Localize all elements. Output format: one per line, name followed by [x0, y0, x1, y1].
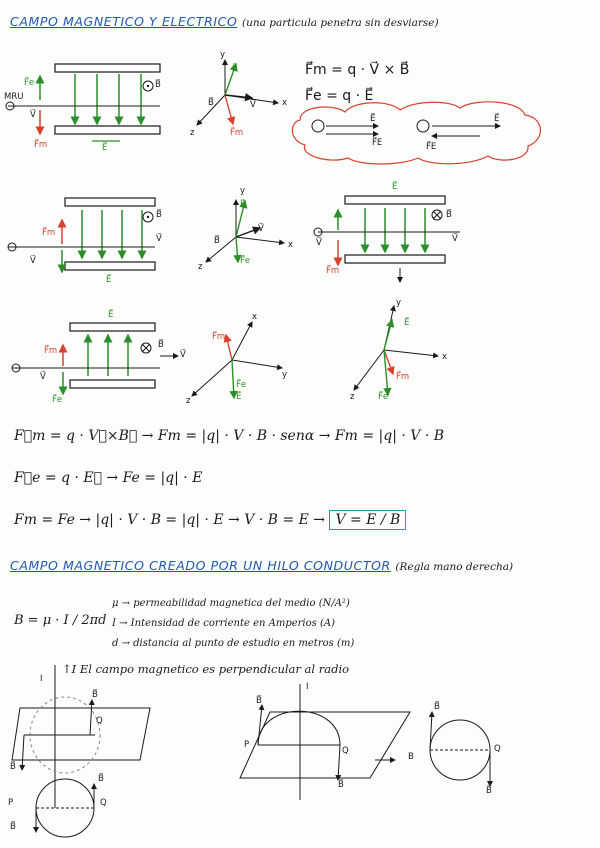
label-v-4b: V⃗ [180, 350, 186, 360]
wire3-label-b-top: B⃗ [434, 702, 440, 712]
wire1-label-b-circle: B⃗ [98, 774, 104, 784]
axes-1 [197, 60, 278, 125]
label-v-3b: V⃗ [316, 238, 322, 248]
label-z-2: z [198, 262, 203, 272]
wire-diagram-2 [240, 684, 410, 800]
wire1-label-q-circle: Q [100, 798, 107, 808]
label-z-4: z [350, 392, 355, 402]
wire-diagram-1 [12, 665, 150, 837]
label-y-2: y [240, 186, 246, 196]
label-e-axes-2: E⃗ [240, 200, 246, 210]
equation-result: V = E / B [329, 510, 406, 530]
cloud-label-fe-1: F⃗E [372, 138, 383, 148]
section2-title-main: CAMPO MAGNETICO CREADO POR UN HILO CONDUCTOR [10, 558, 391, 573]
statement-line [62, 662, 349, 676]
label-z-3: z [186, 396, 191, 406]
equation-balance [14, 510, 406, 530]
wire2-label-b-bottom: B⃗ [338, 780, 344, 790]
label-b-axes-1: B⃗ [208, 98, 214, 108]
legend-d: d → distancia al punto de estudio en metros (m) [112, 638, 355, 649]
cloud-label-e-1: E⃗ [370, 114, 376, 124]
label-b-3: B⃗ [446, 210, 452, 220]
label-e-axes-3: E⃗ [236, 392, 242, 402]
statement-text: El campo magnetico es perpendicular al radio [79, 662, 350, 676]
label-x-1: x [282, 98, 288, 108]
label-e-axes-1: E⃗ [232, 64, 238, 74]
label-v-axes-2: V⃗ [258, 224, 264, 234]
label-e-3: E⃗ [392, 182, 398, 192]
label-e-4: E⃗ [108, 310, 114, 320]
label-v-2b: V⃗ [156, 234, 162, 244]
equation-fm-long: F⃗m = q · V⃗×B⃗ → Fm = |q| · V · B · senα → Fm = |q| · V · B [14, 428, 445, 444]
label-v-2: V⃗ [30, 256, 36, 266]
equation-fe-long: F⃗e = q · E⃗ → Fe = |q| · E [14, 470, 203, 486]
label-fm-2: F⃗m [42, 228, 56, 238]
label-v-4: V⃗ [40, 372, 46, 382]
wire1-label-b-circle-bottom: B⃗ [10, 822, 16, 832]
formula-wire: B = μ · I / 2πd [14, 613, 107, 628]
label-fm-1: F⃗m [34, 140, 48, 150]
label-e-axes-4: E⃗ [404, 318, 410, 328]
label-fm-axes-4: F⃗m [396, 372, 410, 382]
statement-current: ↑I [62, 662, 77, 676]
formula-fm: F⃗m = q · V⃗ × B⃗ [305, 62, 410, 78]
label-fm-3: F⃗m [326, 266, 340, 276]
label-x-3: x [252, 312, 258, 322]
wire3-label-q: Q [494, 744, 501, 754]
wire-diagram-3 [430, 712, 490, 786]
label-fe-4: F⃗e [52, 395, 63, 405]
formula-fe: F⃗e = q · E⃗ [305, 88, 374, 104]
cloud-label-e-2: E⃗ [494, 114, 500, 124]
label-fe-axes-4: F⃗e [378, 392, 389, 402]
section2-title [10, 558, 513, 573]
label-fm-4: F⃗m [44, 346, 58, 356]
cloud-label-fe-2: F⃗E [426, 142, 437, 152]
legend-i: I → Intensidad de corriente en Amperios (A) [112, 618, 335, 629]
label-b-2: B⃗ [156, 210, 162, 220]
section1-title-note: (una particula penetra sin desviarse) [242, 17, 439, 29]
label-y-3: y [282, 370, 288, 380]
label-fe-axes-2: F⃗e [240, 256, 251, 266]
label-z-1: z [190, 128, 195, 138]
label-mru: MRU [4, 92, 24, 102]
wire2-label-b-top: B⃗ [256, 696, 262, 706]
label-b-4: B⃗ [158, 340, 164, 350]
wire2-label-i: I [306, 682, 309, 692]
section1-title-main: CAMPO MAGNETICO Y ELECTRICO [10, 14, 238, 29]
label-b-axes-2: B⃗ [214, 236, 220, 246]
label-fe-1: F⃗e [24, 78, 35, 88]
label-b-1: B⃗ [155, 80, 161, 90]
label-x-2: x [288, 240, 294, 250]
wire1-label-q: Q [96, 716, 103, 726]
label-fm-axes-1: F⃗m [230, 128, 244, 138]
label-y-4: y [396, 298, 402, 308]
label-e-1: E⃗ [102, 143, 108, 153]
label-v-axes-1: V⃗ [250, 100, 256, 110]
wire2-label-p: P [244, 740, 250, 750]
equation-balance-text: Fm = Fe → |q| · V · B = |q| · E → V · B = E → [14, 512, 325, 528]
label-fm-axes-3: F⃗m [212, 332, 226, 342]
label-fe-axes-3: F⃗e [236, 380, 247, 390]
label-v-1: V⃗ [30, 110, 36, 120]
capacitor-4 [12, 323, 178, 394]
label-e-2: E⃗ [106, 275, 112, 285]
cloud-outline [292, 102, 540, 164]
wire1-label-b-top: B⃗ [92, 690, 98, 700]
label-y-1: y [220, 50, 226, 60]
wire2-label-q: Q [342, 746, 349, 756]
legend-mu: μ → permeabilidad magnetica del medio (N/A²) [112, 598, 350, 609]
wire3-label-b: B [408, 752, 414, 762]
wire1-label-p-circle: P [8, 798, 14, 808]
section2-title-note: (Regla mano derecha) [395, 561, 514, 573]
label-v-3: V⃗ [452, 234, 458, 244]
label-x-4: x [442, 352, 448, 362]
capacitor-1 [6, 64, 160, 141]
wire1-label-i: I [40, 674, 43, 684]
wire1-label-b-bottom: B⃗ [10, 762, 16, 772]
wire3-label-b-bottom: B⃗ [486, 786, 492, 796]
